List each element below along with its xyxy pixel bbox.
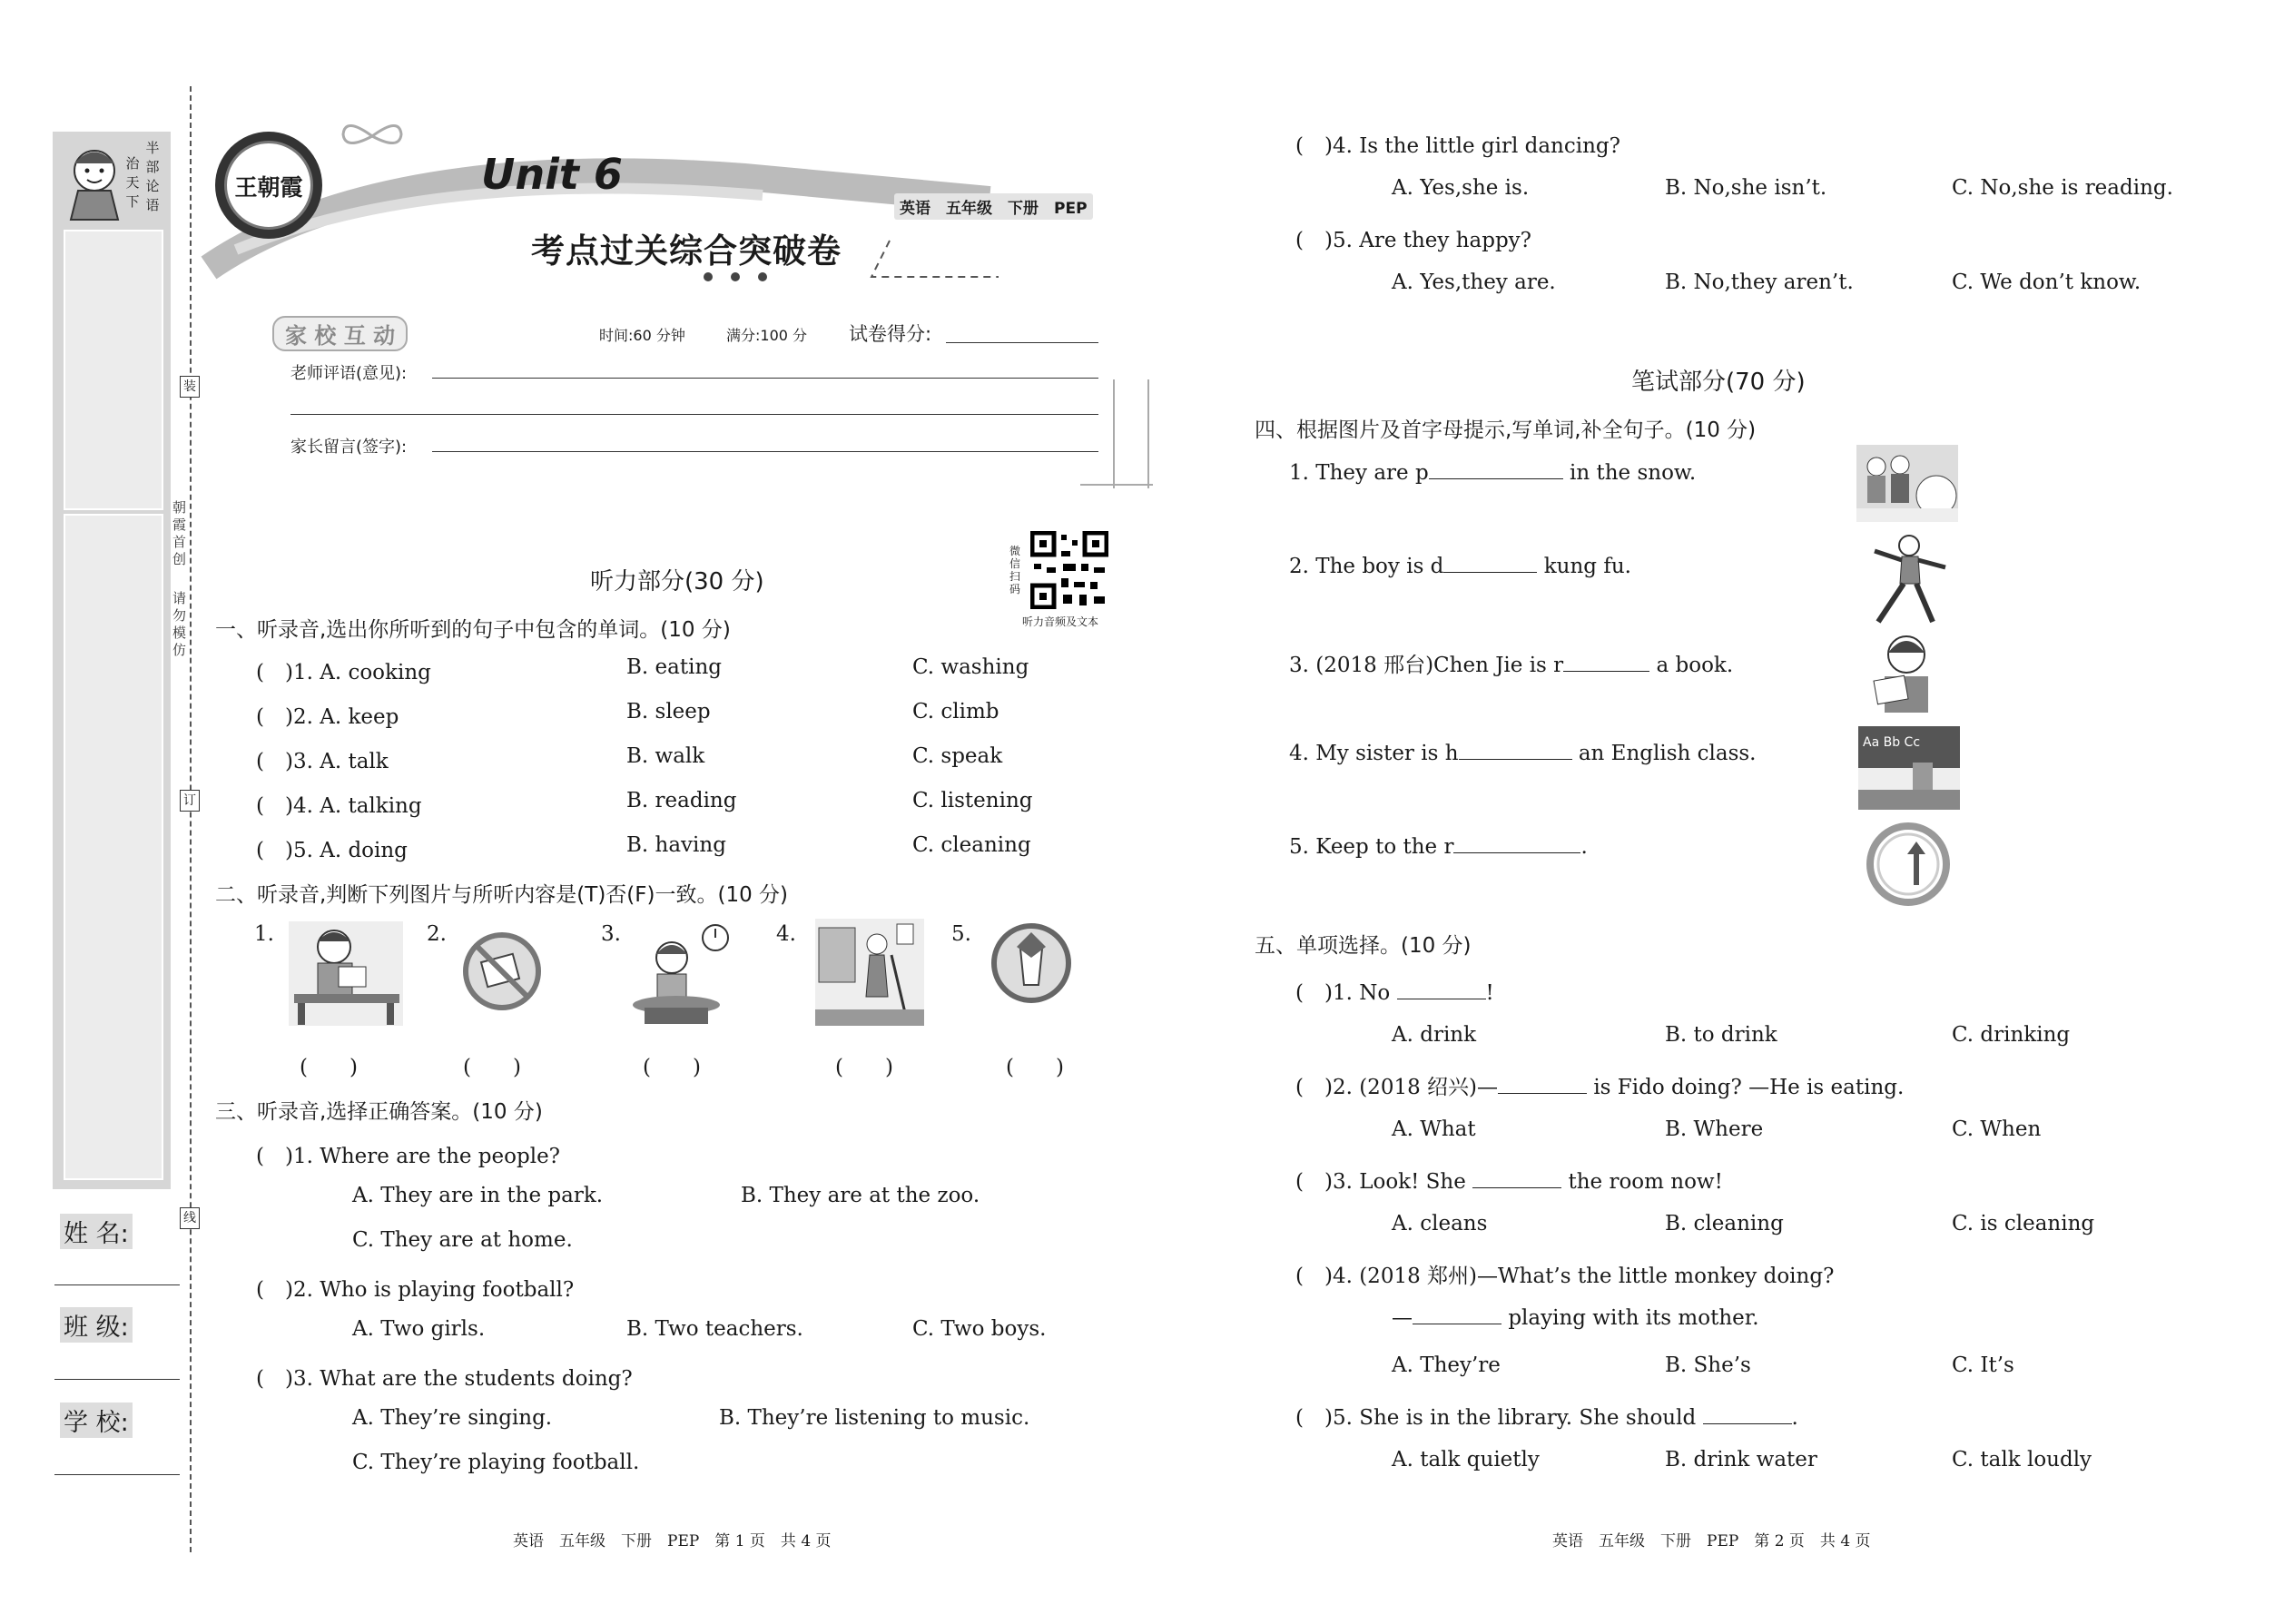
scholar-mascot-icon [54, 136, 134, 222]
option-b[interactable]: B. cleaning [1665, 1212, 1784, 1235]
unit-title: Unit 6 [481, 150, 623, 199]
option-b[interactable]: B. to drink [1665, 1023, 1777, 1047]
boy-reading-at-desk-picture [289, 921, 403, 1026]
option-a[interactable]: A. Yes,they are. [1392, 271, 1556, 294]
sentence-start: 3. (2018 邢台)Chen Jie is r [1289, 654, 1564, 677]
no-littering-sign-picture [461, 930, 543, 1012]
teacher-comment-field-2[interactable] [290, 414, 1098, 415]
question-end: playing with its mother. [1508, 1306, 1759, 1330]
part4-heading: 四、根据图片及首字母提示,写单词,补全句子。(10 分) [1255, 418, 1757, 442]
part2-heading: 二、听录音,判断下列图片与所听内容是(T)否(F)一致。(10 分) [215, 883, 789, 907]
question-stem: )2. Who is playing football? [284, 1278, 575, 1302]
picture-number: 2. [427, 922, 447, 946]
keep-right-sign-picture [1866, 822, 1952, 908]
question-stem: )2. (2018 绍兴)— [1324, 1076, 1499, 1099]
home-school-tag: 家 校 互 动 [272, 316, 408, 351]
option-c[interactable]: C. They are at home. [352, 1228, 573, 1252]
sentence-start: 2. The boy is d [1289, 555, 1444, 578]
question-stem: )3. What are the students doing? [284, 1367, 633, 1391]
option-b[interactable]: B. Where [1665, 1117, 1764, 1141]
question-stem: )5. Are they happy? [1324, 229, 1532, 252]
item-stem: )1. A. cooking [284, 661, 431, 684]
part5-heading: 五、单项选择。(10 分) [1255, 934, 1472, 958]
part1-item: ( )4. A. talking [256, 794, 422, 818]
item-stem: )3. A. talk [284, 750, 389, 773]
qr-side-text: 微信扫码 [1009, 545, 1021, 595]
copyright-note: 请勿模仿 [172, 590, 187, 658]
option-a[interactable]: A. Yes,she is. [1392, 176, 1530, 200]
option-c[interactable]: C. climb [912, 700, 999, 723]
fill-sentence [1289, 835, 1588, 859]
sidebar-box-lower [64, 514, 163, 1180]
question-line-2 [1392, 1306, 1759, 1330]
sentence-end: kung fu. [1543, 555, 1631, 578]
paper-title: 考点过关综合突破卷 [531, 231, 842, 271]
question-end: . [1791, 1406, 1798, 1430]
slogan-char: 语 [145, 197, 160, 213]
question-stem: )4. (2018 郑州)—What’s the little monkey doing? [1324, 1265, 1835, 1288]
question-end: the room now! [1568, 1170, 1723, 1194]
item-stem: )5. A. doing [284, 839, 408, 862]
slogan-char: 论 [145, 178, 160, 194]
picture-number: 3. [601, 922, 621, 946]
slogan-char: 部 [145, 159, 160, 175]
class-field[interactable] [54, 1379, 180, 1380]
girl-eating-picture [626, 921, 735, 1026]
item-stem: )2. A. keep [284, 705, 399, 729]
option-a[interactable]: A. cleans [1392, 1212, 1488, 1235]
slogan-char: 下 [125, 193, 140, 210]
cleaning-kitchen-picture [815, 919, 924, 1026]
question-stem: )5. She is in the library. She should [1324, 1406, 1697, 1430]
header-bracket-lines [1080, 484, 1153, 486]
school-label: 学 校: [60, 1403, 133, 1438]
answer-blank[interactable] [1453, 852, 1580, 853]
option-c[interactable]: C. drinking [1952, 1023, 2071, 1047]
page-footer: 英语 五年级 下册 PEP 第 2 页 共 4 页 [1552, 1532, 1871, 1550]
sentence-end: . [1580, 835, 1588, 859]
subject-tags: 英语 五年级 下册 PEP [894, 193, 1093, 220]
mc-question: ( )3. Look! She the room now! [1295, 1170, 1723, 1194]
sentence-start: 5. Keep to the r [1289, 835, 1454, 859]
part3-heading: 三、听录音,选择正确答案。(10 分) [215, 1100, 543, 1124]
qr-caption: 听力音频及文本 [1022, 615, 1099, 628]
option-c[interactable]: C. They’re playing football. [352, 1451, 640, 1474]
part1-heading: 一、听录音,选出你所听到的句子中包含的单词。(10 分) [215, 618, 731, 642]
sentence-start: 4. My sister is h [1289, 742, 1459, 765]
part1-item: ( )5. A. doing [256, 839, 408, 862]
part3-question: ( )4. Is the little girl dancing? [1295, 134, 1620, 158]
option-b[interactable]: B. They’re listening to music. [719, 1406, 1030, 1430]
picture-number: 1. [254, 922, 274, 946]
option-b[interactable]: B. having [626, 833, 726, 857]
answer-brackets[interactable]: ( ) [1006, 1056, 1064, 1079]
no-drinking-sign-picture [989, 921, 1073, 1005]
cut-mark: 订 [180, 790, 200, 812]
boy-doing-kungfu-picture [1866, 531, 1952, 626]
option-a[interactable]: A. They’re singing. [352, 1406, 553, 1430]
mc-question: ( )4. (2018 郑州)—What’s the little monkey doing? [1295, 1265, 1835, 1288]
mc-question: ( )5. She is in the library. She should . [1295, 1406, 1798, 1430]
name-field[interactable] [54, 1284, 180, 1285]
option-c[interactable]: C. We don’t know. [1952, 271, 2141, 294]
mc-question: ( )2. (2018 绍兴)— is Fido doing? —He is eating. [1295, 1076, 1905, 1099]
answer-brackets[interactable]: ( ) [835, 1056, 893, 1079]
item-stem: )4. A. talking [284, 794, 422, 818]
fill-sentence [1289, 461, 1696, 485]
part3-question: ( )3. What are the students doing? [256, 1367, 633, 1391]
part3-question: ( )1. Where are the people? [256, 1145, 561, 1168]
answer-blank[interactable] [1429, 478, 1563, 479]
answer-brackets[interactable]: ( ) [463, 1056, 521, 1079]
option-b[interactable]: B. reading [626, 789, 737, 812]
school-field[interactable] [54, 1474, 180, 1475]
option-c[interactable]: C. is cleaning [1952, 1212, 2095, 1235]
answer-brackets[interactable]: ( ) [643, 1056, 701, 1079]
time-info: 时间:60 分钟 [599, 327, 685, 344]
answer-blank[interactable] [1498, 1093, 1587, 1094]
sentence-end: an English class. [1578, 742, 1757, 765]
teacher-comment-label: 老师评语(意见): [290, 364, 408, 383]
part1-item: ( )1. A. cooking [256, 661, 431, 684]
copyright-note: 朝霞首创 [172, 499, 187, 567]
question-stem: )4. Is the little girl dancing? [1324, 134, 1620, 158]
ribbon-icon [336, 116, 409, 157]
option-a[interactable]: A. They’re [1392, 1353, 1501, 1377]
fill-sentence [1289, 555, 1631, 578]
header-bracket-lines [1113, 379, 1149, 488]
fill-sentence [1289, 742, 1757, 765]
page-footer: 英语 五年级 下册 PEP 第 1 页 共 4 页 [513, 1532, 832, 1550]
option-c[interactable]: C. It’s [1952, 1353, 2014, 1377]
qr-code-icon[interactable] [1030, 531, 1108, 609]
sentence-end: a book. [1656, 654, 1734, 677]
cut-mark: 线 [180, 1207, 200, 1229]
girl-reading-book-picture [1861, 631, 1952, 714]
logo-text: 王朝霞 [234, 174, 303, 201]
option-b[interactable]: B. walk [626, 744, 705, 768]
cut-mark: 装 [180, 376, 200, 398]
score-label: 试卷得分: [849, 323, 932, 345]
listening-heading: 听力部分(30 分) [590, 568, 764, 595]
option-a[interactable]: A. drink [1392, 1023, 1477, 1047]
option-b[interactable]: B. drink water [1665, 1448, 1817, 1471]
question-end: ! [1485, 981, 1494, 1005]
question-stem: )1. Where are the people? [284, 1145, 561, 1168]
option-c[interactable]: C. talk loudly [1952, 1448, 2092, 1471]
full-score-info: 满分:100 分 [726, 327, 808, 344]
question-end: is Fido doing? —He is eating. [1593, 1076, 1905, 1099]
answer-blank[interactable] [1703, 1423, 1792, 1424]
answer-blank[interactable] [1459, 759, 1572, 760]
slogan-char: 天 [125, 174, 140, 191]
sidebar-box-upper [64, 230, 163, 510]
writing-heading: 笔试部分(70 分) [1631, 369, 1806, 396]
part3-question: ( )5. Are they happy? [1295, 229, 1532, 252]
mc-question: ( )1. No ! [1295, 981, 1494, 1005]
part1-item: ( )2. A. keep [256, 705, 399, 729]
option-c[interactable]: C. speak [912, 744, 1003, 768]
answer-blank[interactable] [1443, 572, 1537, 573]
option-c[interactable]: C. cleaning [912, 833, 1031, 857]
question-stem: )1. No [1324, 981, 1391, 1005]
sentence-start: 1. They are p [1289, 461, 1429, 485]
answer-blank[interactable] [1472, 1187, 1561, 1188]
picture-number: 4. [776, 922, 796, 946]
picture-number: 5. [951, 922, 971, 946]
answer-brackets[interactable]: ( ) [300, 1056, 358, 1079]
dash: — [1392, 1306, 1413, 1330]
board-text: Aa Bb Cc [1863, 735, 1921, 750]
option-c[interactable]: C. washing [912, 655, 1029, 679]
sentence-end: in the snow. [1570, 461, 1697, 485]
slogan-char: 半 [145, 140, 160, 156]
parent-comment-field[interactable] [432, 451, 1098, 452]
option-c[interactable]: C. No,she is reading. [1952, 176, 2173, 200]
children-in-snow-picture [1856, 445, 1958, 522]
cut-line [190, 86, 192, 1552]
slogan-char: 治 [125, 155, 140, 172]
question-stem: )3. Look! She [1324, 1170, 1466, 1194]
option-a[interactable]: A. What [1392, 1117, 1476, 1141]
option-b[interactable]: B. She’s [1665, 1353, 1751, 1377]
option-b[interactable]: B. No,she isn’t. [1665, 176, 1827, 200]
option-a[interactable]: A. They are in the park. [352, 1184, 604, 1207]
teacher-comment-field[interactable] [432, 378, 1098, 379]
option-a[interactable]: A. Two girls. [352, 1317, 486, 1341]
answer-blank[interactable] [1563, 671, 1649, 672]
parent-comment-label: 家长留言(签字): [290, 438, 408, 457]
score-field[interactable] [946, 342, 1098, 343]
option-c[interactable]: C. Two boys. [912, 1317, 1047, 1341]
option-c[interactable]: C. listening [912, 789, 1033, 812]
option-b[interactable]: B. Two teachers. [626, 1317, 803, 1341]
option-a[interactable]: A. talk quietly [1392, 1448, 1540, 1471]
option-c[interactable]: C. When [1952, 1117, 2042, 1141]
option-b[interactable]: B. No,they aren’t. [1665, 271, 1854, 294]
class-label: 班 级: [60, 1307, 133, 1343]
option-b[interactable]: B. They are at the zoo. [741, 1184, 980, 1207]
option-b[interactable]: B. sleep [626, 700, 711, 723]
fill-sentence [1289, 648, 1733, 678]
part1-item: ( )3. A. talk [256, 750, 389, 773]
name-label: 姓 名: [60, 1214, 133, 1249]
part3-question: ( )2. Who is playing football? [256, 1278, 575, 1302]
option-b[interactable]: B. eating [626, 655, 722, 679]
